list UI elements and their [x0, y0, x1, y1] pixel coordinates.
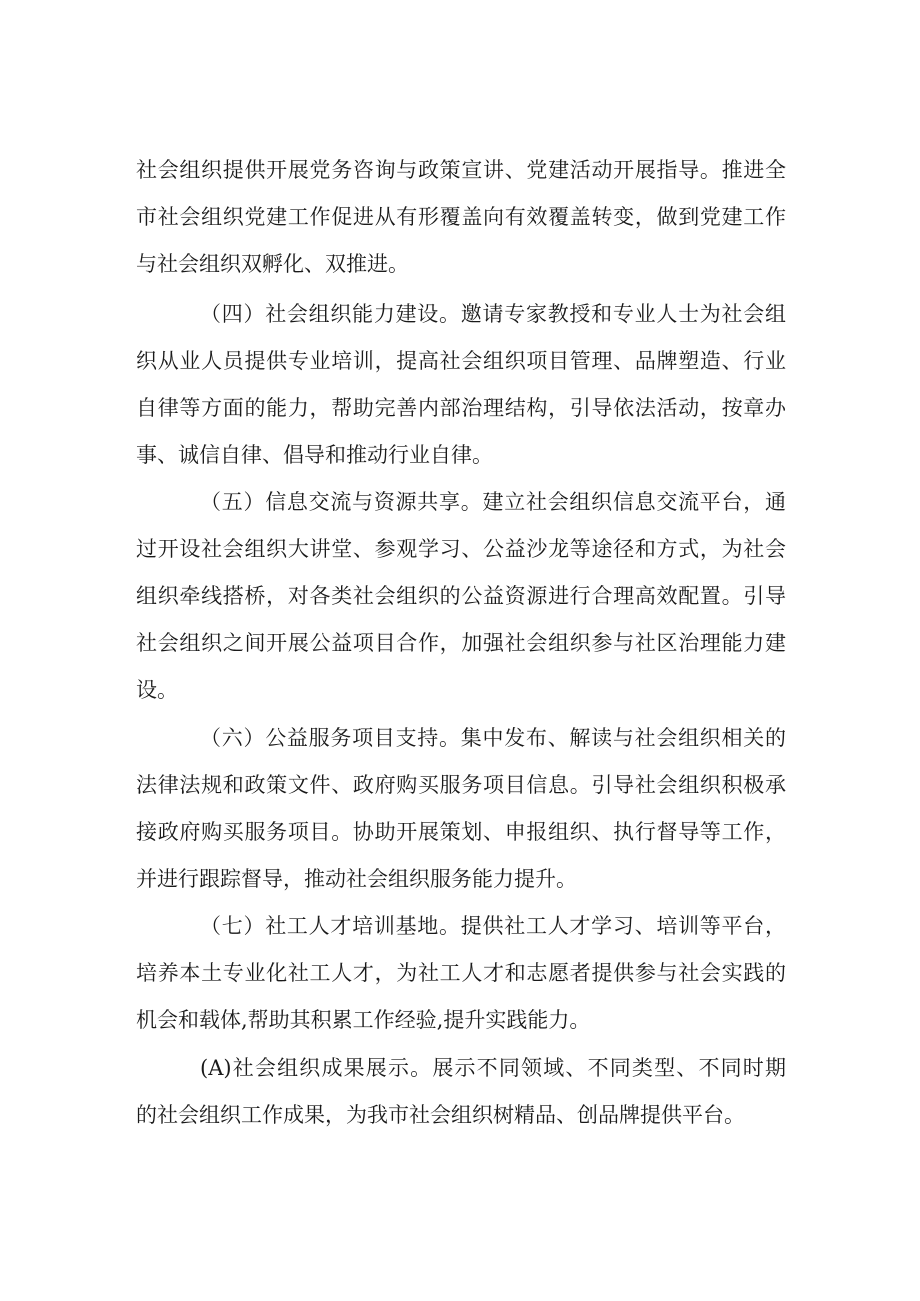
paragraph-1-line-1: 社会组织提供开展党务咨询与政策宣讲、党建活动开展指导。推进全	[136, 158, 786, 182]
paragraph-6-line-1: (A)社会组织成果展示。展示不同领域、不同类型、不同时期	[200, 1056, 786, 1080]
paragraph-4-line-4: 并进行跟踪督导，推动社会组织服务能力提升。	[136, 867, 577, 891]
paragraph-4-line-1: （六）公益服务项目支持。集中发布、解读与社会组织相关的	[200, 726, 786, 750]
paragraph-2-line-4: 事、诚信自律、倡导和推动行业自律。	[136, 443, 493, 467]
paragraph-2-line-1: （四）社会组织能力建设。邀请专家教授和专业人士为社会组	[200, 302, 786, 326]
paragraph-5-line-2: 培养本土专业化社工人才，为社工人才和志愿者提供参与社会实践的	[136, 961, 786, 985]
paragraph-3-line-3: 组织牵线搭桥，对各类社会组织的公益资源进行合理高效配置。引导	[136, 584, 786, 608]
paragraph-3-line-4: 社会组织之间开展公益项目合作，加强社会组织参与社区治理能力建	[136, 631, 786, 655]
paragraph-4-line-3: 接政府购买服务项目。协助开展策划、申报组织、执行督导等工作，	[136, 820, 786, 844]
paragraph-6-line-2: 的社会组织工作成果，为我市社会组织树精品、创品牌提供平台。	[136, 1103, 745, 1127]
paragraph-4-line-2: 法律法规和政策文件、政府购买服务项目信息。引导社会组织积极承	[136, 773, 786, 797]
paragraph-2-line-2: 织从业人员提供专业培训，提高社会组织项目管理、品牌塑造、行业	[136, 349, 786, 373]
paragraph-2-line-3: 自律等方面的能力，帮助完善内部治理结构，引导依法活动，按章办	[136, 396, 786, 420]
paragraph-1-line-2: 市社会组织党建工作促进从有形覆盖向有效覆盖转变，做到党建工作	[136, 205, 786, 229]
paragraph-1-line-3: 与社会组织双孵化、双推进。	[136, 252, 409, 276]
paragraph-3-line-1: （五）信息交流与资源共享。建立社会组织信息交流平台，通	[200, 490, 786, 514]
paragraph-3-line-5: 设。	[136, 678, 178, 702]
paragraph-3-line-2: 过开设社会组织大讲堂、参观学习、公益沙龙等途径和方式，为社会	[136, 537, 786, 561]
paragraph-5-line-1: （七）社工人才培训基地。提供社工人才学习、培训等平台，	[200, 914, 786, 938]
paragraph-5-line-3: 机会和载体,帮助其积累工作经验,提升实践能力。	[136, 1008, 591, 1032]
